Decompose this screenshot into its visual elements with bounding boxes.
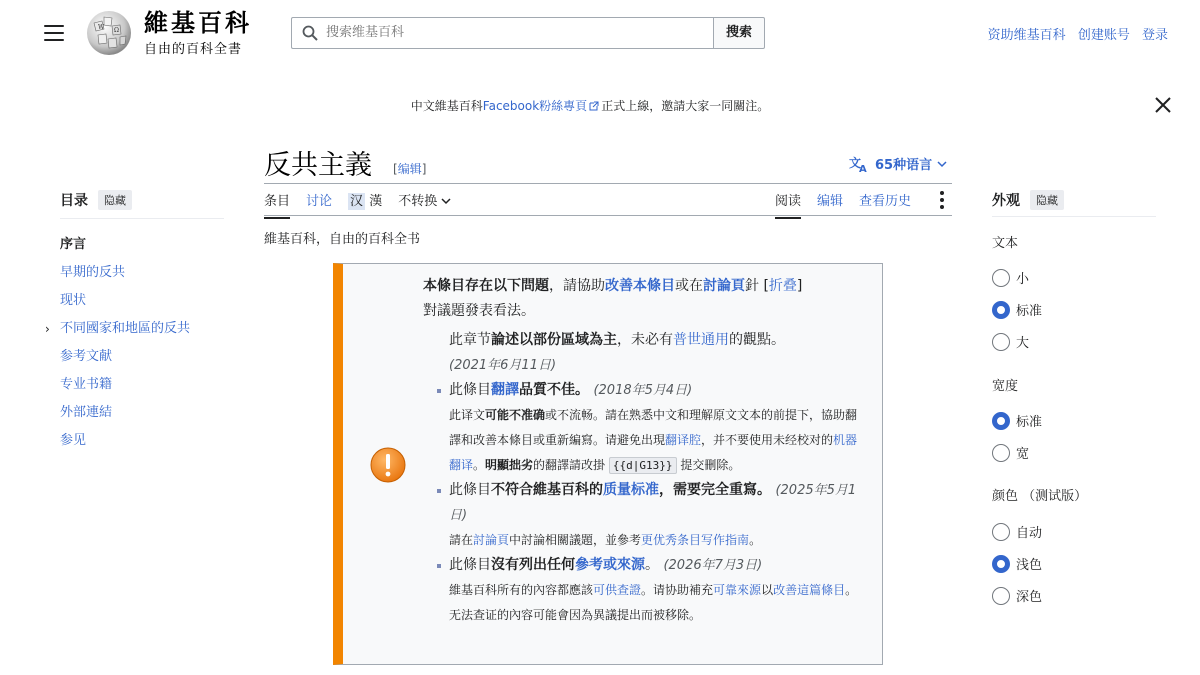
improve-article-link[interactable]: 改善這篇條目 — [773, 583, 846, 597]
radio-label: 自动 — [1016, 526, 1043, 541]
color-label: 颜色 （测试版） — [992, 489, 1088, 504]
svg-text:A: A — [859, 163, 867, 173]
color-auto[interactable] — [992, 522, 1042, 541]
issue-date: (2018年5月4日) — [593, 383, 693, 398]
appearance-title: 外观 — [992, 193, 1020, 209]
external-link-icon — [589, 101, 599, 111]
quality-standard-link[interactable]: 质量标准 — [603, 482, 659, 498]
appearance-hide-button[interactable]: 隐藏 — [1030, 190, 1064, 210]
talk-page-link[interactable]: 討論頁 — [473, 533, 510, 547]
language-button[interactable] — [849, 154, 953, 173]
issue-text: 維基百科所有的內容都應該 — [449, 583, 594, 597]
issue-text: 此條目 — [449, 382, 491, 398]
text-size-large[interactable] — [992, 332, 1029, 351]
issue-text: 中討論相關議題，並參考 — [509, 533, 642, 547]
radio-label: 标准 — [1016, 415, 1043, 430]
issue-text: 。请协助補充 — [641, 583, 714, 597]
page-title: 反共主義 — [264, 150, 372, 181]
template-code: {{d|G13}} — [609, 457, 677, 474]
wikipedia-globe-logo[interactable] — [84, 9, 134, 57]
edit-bracket-close: ] — [421, 162, 427, 176]
chevron-down-icon — [441, 197, 451, 205]
site-subtitle: 維基百科，自由的百科全书 — [264, 232, 421, 247]
color-light[interactable] — [992, 554, 1042, 573]
site-wordmark[interactable]: 維基百科 — [144, 8, 252, 37]
variant-simplified[interactable]: 汉 — [350, 194, 364, 209]
radio-button[interactable] — [992, 301, 1010, 319]
header — [0, 0, 1200, 66]
translate-icon — [849, 155, 869, 173]
issue-text: 不符合維基百科的 — [491, 482, 603, 498]
issue-text: 此章节 — [449, 332, 491, 348]
toc-item-references[interactable]: 参考文献 — [60, 349, 113, 364]
width-standard[interactable] — [992, 411, 1042, 430]
issue-text: 。无法查证的內容可能會因為異議提出而被移除。 — [449, 583, 858, 622]
search-icon — [302, 25, 318, 41]
fold-bracket-open: [ — [763, 278, 769, 294]
worldwide-link[interactable]: 普世通用 — [673, 332, 729, 348]
radio-button[interactable] — [992, 333, 1010, 351]
radio-button[interactable] — [992, 444, 1010, 462]
tab-edit[interactable]: 编辑 — [817, 194, 844, 209]
issue-text: 。 — [645, 557, 659, 573]
issue-text: 可能不准确 — [485, 408, 546, 422]
toc-header — [60, 190, 224, 219]
chevron-right-icon[interactable]: › — [45, 322, 50, 336]
radio-button[interactable] — [992, 587, 1010, 605]
title-divider — [264, 183, 952, 184]
issue-text: 明顯拙劣 — [485, 458, 534, 472]
chevron-down-icon — [937, 160, 947, 168]
warning-icon — [369, 446, 407, 484]
radio-button[interactable] — [992, 269, 1010, 287]
issues-heading: 本條目存在以下問題 — [423, 278, 549, 294]
issues-message-box — [333, 263, 883, 665]
issue-text: 以 — [761, 583, 774, 597]
list-bullet — [437, 389, 441, 393]
toc-list — [45, 231, 224, 455]
radio-label: 小 — [1016, 272, 1030, 287]
tab-read[interactable]: 阅读 — [775, 190, 801, 219]
issues-text: ，請協助 — [549, 278, 605, 294]
issues-header — [423, 274, 863, 324]
issue-text: 沒有列出任何 — [491, 557, 575, 573]
radio-label: 宽 — [1016, 447, 1030, 462]
talk-page-link[interactable]: 討論頁 — [703, 278, 745, 294]
toc-item-books[interactable]: 专业书籍 — [60, 377, 113, 392]
issue-date: (2021年6月11日) — [449, 358, 557, 373]
issue-text: 或不流畅。請在熟悉中文和理解原文文本的前提下，協助翻譯和改善本條目或重新編寫。请避免出現 — [449, 408, 858, 447]
issue-translation — [449, 378, 863, 478]
issue-date: (2026年7月3日) — [663, 558, 763, 573]
issue-text: 的觀點。 — [729, 332, 785, 348]
color-dark[interactable] — [992, 586, 1042, 605]
toc-title: 目录 — [60, 193, 88, 209]
issue-no-sources — [449, 553, 863, 628]
radio-label: 大 — [1016, 336, 1030, 351]
width-wide[interactable] — [992, 443, 1029, 462]
tabs-divider — [264, 215, 952, 216]
text-size-label: 文本 — [992, 236, 1019, 251]
svg-text:W: W — [98, 24, 105, 31]
issue-date: (2025年5月1日) — [449, 483, 857, 523]
issue-text: 此译文 — [449, 408, 486, 422]
title-edit-link[interactable]: 编辑 — [397, 162, 422, 176]
search-button[interactable]: 搜索 — [713, 17, 765, 49]
search-input[interactable] — [326, 18, 706, 48]
toc-item-external[interactable]: 外部連結 — [60, 405, 113, 420]
issue-text: 論述以部份區域為主 — [491, 332, 617, 348]
issue-text: 此條目 — [449, 557, 491, 573]
issue-text: 請在 — [449, 533, 474, 547]
tab-talk[interactable]: 讨论 — [306, 194, 333, 209]
text-size-standard[interactable] — [992, 300, 1042, 319]
issue-quality — [449, 478, 863, 553]
issue-text: ，未必有 — [617, 332, 673, 348]
translationese-link[interactable]: 翻译腔 — [665, 433, 702, 447]
toc-item-see-also[interactable]: 参见 — [60, 433, 87, 448]
issues-text: 對議題發表看法。 — [423, 303, 535, 319]
issue-regional — [449, 328, 863, 378]
toc-item-current[interactable]: 现状 — [60, 293, 87, 308]
machine-translation-link[interactable]: 机器翻译 — [449, 433, 858, 472]
tab-article[interactable]: 条目 — [264, 190, 290, 219]
title-edit-section — [393, 160, 426, 177]
radio-button[interactable] — [992, 555, 1010, 573]
radio-label: 深色 — [1016, 590, 1043, 605]
edit-bracket-open: [ — [393, 162, 398, 176]
login-link[interactable]: 登录 — [1141, 28, 1168, 43]
svg-text:Ω: Ω — [114, 27, 119, 34]
issues-text: 或在 — [675, 278, 703, 294]
radio-button[interactable] — [992, 523, 1010, 541]
verifiability-link[interactable]: 可供查證 — [593, 583, 642, 597]
issue-text: 。 — [749, 533, 762, 547]
issue-text: 此條目 — [449, 482, 491, 498]
donate-link[interactable]: 资助维基百科 — [987, 28, 1066, 43]
user-links — [980, 24, 1168, 43]
translation-link[interactable]: 翻譯 — [491, 382, 519, 398]
fold-bracket-close: ] — [796, 278, 803, 294]
issue-text: 品質不佳。 — [519, 382, 589, 398]
site-notice — [0, 97, 1180, 114]
issues-text: 針 — [745, 278, 759, 294]
issue-text: ，需要完全重寫。 — [659, 482, 771, 498]
tab-history[interactable]: 查看历史 — [859, 194, 912, 209]
search-box[interactable] — [291, 17, 714, 49]
radio-label: 浅色 — [1016, 558, 1043, 573]
toc-item-regions[interactable] — [45, 315, 224, 343]
text-size-small[interactable] — [992, 268, 1029, 287]
main-menu-icon[interactable] — [44, 25, 64, 41]
toc-item-intro[interactable]: 序言 — [60, 237, 87, 252]
radio-button[interactable] — [992, 412, 1010, 430]
site-tagline: 自由的百科全書 — [144, 42, 243, 57]
table-of-contents — [45, 190, 224, 455]
list-bullet — [437, 564, 441, 568]
issue-text: 。 — [473, 458, 486, 472]
svg-text:文: 文 — [849, 155, 862, 170]
language-count: 65种语言 — [875, 158, 933, 173]
issue-text: 提交刪除。 — [680, 458, 741, 472]
close-icon[interactable] — [1154, 96, 1172, 114]
issues-list — [449, 328, 863, 628]
toc-item-regions-label: 不同國家和地區的反共 — [60, 321, 191, 336]
toc-item-early[interactable]: 早期的反共 — [60, 265, 126, 280]
more-tools-icon[interactable] — [940, 191, 946, 209]
variant-traditional[interactable]: 漢 — [369, 194, 383, 209]
site-notice-prefix: 中文維基百科 — [410, 99, 483, 113]
references-link[interactable]: 參考或來源 — [575, 557, 645, 573]
fold-link[interactable]: 折叠 — [768, 278, 797, 294]
appearance-header — [992, 190, 1156, 217]
reliable-sources-link[interactable]: 可靠來源 — [713, 583, 762, 597]
writing-guide-link[interactable]: 更优秀条目写作指南 — [641, 533, 750, 547]
radio-label: 标准 — [1016, 304, 1043, 319]
facebook-page-link[interactable]: Facebook粉絲專頁 — [482, 99, 588, 113]
issue-text: 的翻譯請改掛 — [533, 458, 606, 472]
appearance-panel — [992, 190, 1156, 217]
issue-text: ，并不要使用未经校对的 — [701, 433, 834, 447]
variant-menu-label: 不转换 — [398, 194, 438, 209]
site-notice-suffix: 正式上線，邀請大家一同關注。 — [601, 99, 770, 113]
improve-article-link[interactable]: 改善本條目 — [605, 278, 675, 294]
create-account-link[interactable]: 创建账号 — [1077, 28, 1130, 43]
width-label: 宽度 — [992, 379, 1019, 394]
list-bullet — [437, 489, 441, 493]
toc-hide-button[interactable]: 隐藏 — [98, 190, 132, 210]
